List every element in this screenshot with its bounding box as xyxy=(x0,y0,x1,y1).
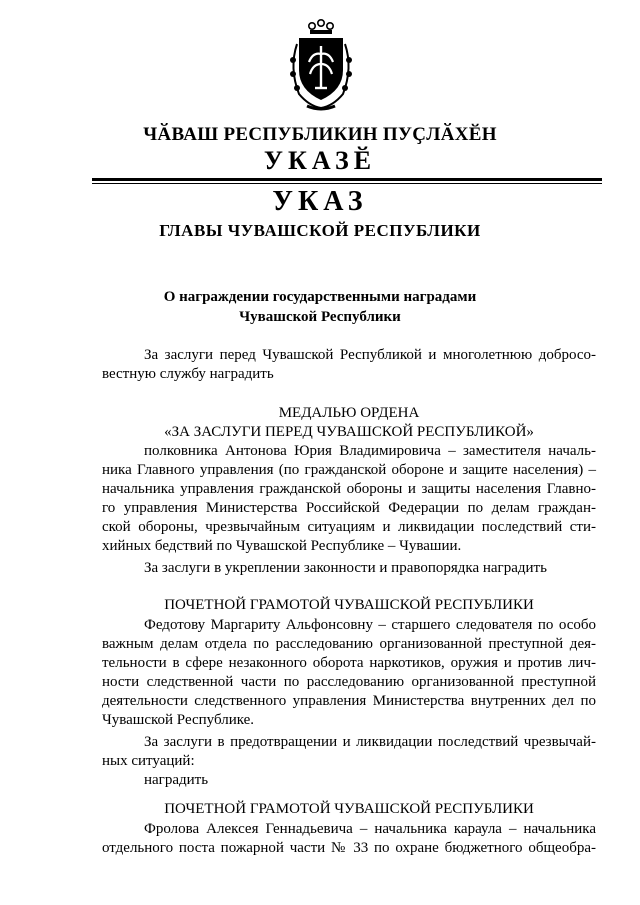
paragraph-line: ника Главного управления (по гражданской обороне и защите населения) – xyxy=(102,462,596,478)
chuvash-decree-word: УКАЗӖ xyxy=(263,146,377,175)
section-1-recipient xyxy=(102,442,596,556)
paragraph-line: тельности в сфере незаконного оборота наркотиков, оружия и против лич- xyxy=(102,655,596,671)
paragraph-line: За заслуги перед Чувашской Республикой и многолетнюю добросо- xyxy=(144,347,596,363)
paragraph-line: деятельности следственного управления Министерства внутренних дел по xyxy=(102,693,596,709)
paragraph-line: ской обороны, чрезвычайным ситуациям и ликвидации последствий сти- xyxy=(102,519,596,535)
subject-line: Чувашской Республики xyxy=(239,309,401,325)
chuvash-coat-of-arms-icon xyxy=(285,18,357,114)
award-line: ПОЧЕТНОЙ ГРАМОТОЙ ЧУВАШСКОЙ РЕСПУБЛИКИ xyxy=(164,597,534,613)
section-1-intro xyxy=(102,346,596,384)
paragraph-line: отдельного поста пожарной части № 33 по охране бюджетного общеобра- xyxy=(102,840,596,856)
paragraph-line: полковника Антонова Юрия Владимировича – заместителя началь- xyxy=(144,443,596,459)
subject-line: О награждении государственными наградами xyxy=(163,289,477,305)
paragraph-line: хийных бедствий по Чувашской Республике – Чувашии. xyxy=(102,538,462,554)
chuvash-header-title: ЧӐВАШ РЕСПУБЛИКИН ПУҪЛӐХӖН xyxy=(143,124,497,145)
russian-decree-word: УКАЗ xyxy=(272,186,368,217)
paragraph-line: Федотову Маргариту Альфонсовну – старшего следователя по особо xyxy=(144,617,596,633)
paragraph-line: го управления Министерства Российской Федерации по делам граждан- xyxy=(102,500,596,516)
section-3-award xyxy=(102,800,596,819)
paragraph-line: Чувашской Республике. xyxy=(102,712,255,728)
award-line: МЕДАЛЬЮ ОРДЕНА xyxy=(278,405,420,421)
header-divider-thick xyxy=(92,178,602,181)
paragraph-line: За заслуги в укреплении законности и правопорядка наградить xyxy=(144,560,547,576)
paragraph-line: вестную службу наградить xyxy=(102,366,274,382)
award-line: ПОЧЕТНОЙ ГРАМОТОЙ ЧУВАШСКОЙ РЕСПУБЛИКИ xyxy=(164,801,534,817)
award-line: «ЗА ЗАСЛУГИ ПЕРЕД ЧУВАШСКОЙ РЕСПУБЛИКОЙ» xyxy=(164,424,534,440)
section-2-award xyxy=(102,596,596,615)
paragraph-line: важным делам отдела по расследованию организованной преступной дея- xyxy=(102,636,596,652)
paragraph-line: Фролова Алексея Геннадьевича – начальника караула – начальника xyxy=(144,821,596,837)
section-3-intro xyxy=(102,733,596,790)
paragraph-line: начальника управления гражданской обороны и защиты населения Главно- xyxy=(102,481,596,497)
section-2-intro xyxy=(102,559,596,578)
paragraph-line: наградить xyxy=(144,772,209,788)
section-1-award xyxy=(102,404,596,442)
russian-header-title: ГЛАВЫ ЧУВАШСКОЙ РЕСПУБЛИКИ xyxy=(159,221,481,240)
paragraph-line: ных ситуаций: xyxy=(102,753,195,769)
decree-subject xyxy=(0,287,640,327)
paragraph-line: За заслуги в предотвращении и ликвидации последствий чрезвычай- xyxy=(144,734,596,750)
header-divider-thin xyxy=(92,183,602,184)
section-3-recipient xyxy=(102,820,596,858)
section-2-recipient xyxy=(102,616,596,730)
paragraph-line: ности следственной части по расследованию организованной преступной xyxy=(102,674,596,690)
